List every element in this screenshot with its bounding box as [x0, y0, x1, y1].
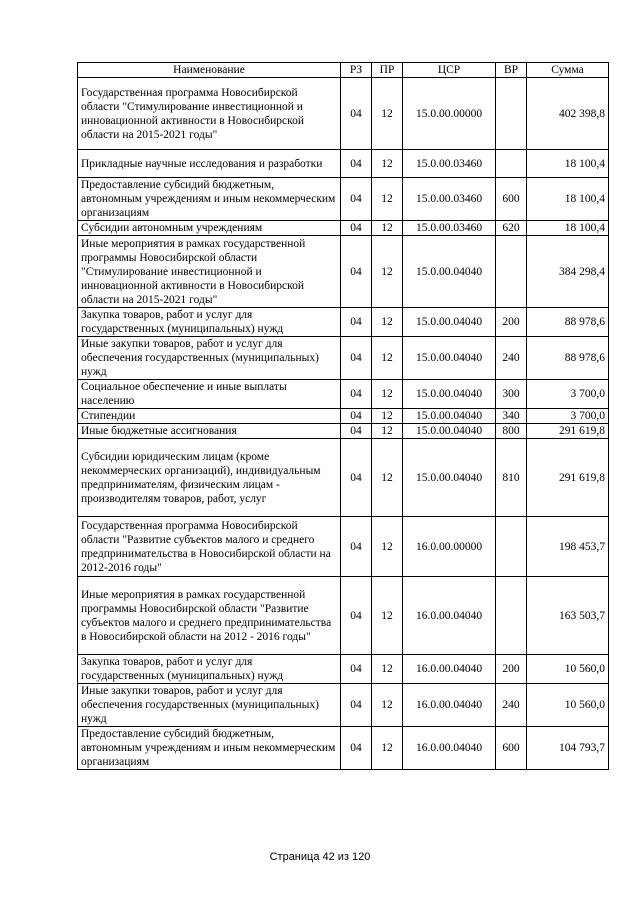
page-number: Страница 42 из 120: [269, 851, 371, 863]
cell-csr: 16.0.00.04040: [403, 727, 496, 770]
cell-vr: 240: [496, 684, 527, 727]
cell-name: Прикладные научные исследования и разработки: [78, 150, 341, 178]
cell-sum: 402 398,8: [527, 78, 609, 150]
cell-sum: 18 100,4: [527, 150, 609, 178]
cell-pr: 12: [372, 655, 403, 684]
cell-csr: 15.0.00.03460: [403, 150, 496, 178]
header-sum: Сумма: [527, 63, 609, 78]
header-rz: РЗ: [341, 63, 372, 78]
cell-csr: 16.0.00.04040: [403, 684, 496, 727]
cell-rz: 04: [341, 78, 372, 150]
header-csr: ЦСР: [403, 63, 496, 78]
table-row: [78, 655, 609, 684]
cell-pr: 12: [372, 439, 403, 517]
cell-rz: 04: [341, 221, 372, 236]
table-row: [78, 380, 609, 409]
cell-vr: [496, 150, 527, 178]
table-row: [78, 577, 609, 655]
header-vr: ВР: [496, 63, 527, 78]
cell-pr: 12: [372, 78, 403, 150]
cell-name: Социальное обеспечение и иные выплаты населению: [78, 380, 341, 409]
cell-vr: 600: [496, 178, 527, 221]
cell-vr: 600: [496, 727, 527, 770]
table-row: [78, 150, 609, 178]
cell-sum: 291 619,8: [527, 439, 609, 517]
cell-sum: 291 619,8: [527, 424, 609, 439]
cell-csr: 15.0.00.04040: [403, 308, 496, 337]
cell-pr: 12: [372, 308, 403, 337]
cell-csr: 16.0.00.04040: [403, 577, 496, 655]
cell-pr: 12: [372, 577, 403, 655]
table-row: [78, 409, 609, 424]
cell-name: Государственная программа Новосибирской области "Развитие субъектов малого и среднего предпринимательства в Новосибирской области на 2012-2016 годы": [78, 517, 341, 577]
cell-vr: 620: [496, 221, 527, 236]
cell-name: Субсидии юридическим лицам (кроме некоммерческих организаций), индивидуальным предпринимателям, физическим лицам - производителям товаров, работ, услуг: [78, 439, 341, 517]
cell-pr: 12: [372, 517, 403, 577]
cell-pr: 12: [372, 236, 403, 308]
cell-pr: 12: [372, 684, 403, 727]
cell-vr: 340: [496, 409, 527, 424]
cell-sum: 88 978,6: [527, 337, 609, 380]
cell-rz: 04: [341, 380, 372, 409]
cell-sum: 18 100,4: [527, 178, 609, 221]
cell-csr: 15.0.00.04040: [403, 380, 496, 409]
cell-rz: 04: [341, 424, 372, 439]
cell-rz: 04: [341, 439, 372, 517]
cell-sum: 104 793,7: [527, 727, 609, 770]
cell-name: Иные мероприятия в рамках государственной программы Новосибирской области "Стимулирование инвестиционной и инновационной активности в Новосибирской области на 2015-2021 годы": [78, 236, 341, 308]
table-row: [78, 178, 609, 221]
cell-pr: 12: [372, 150, 403, 178]
cell-name: Стипендии: [78, 409, 341, 424]
cell-rz: 04: [341, 727, 372, 770]
cell-csr: 15.0.00.03460: [403, 178, 496, 221]
cell-pr: 12: [372, 221, 403, 236]
cell-name: Закупка товаров, работ и услуг для государственных (муниципальных) нужд: [78, 655, 341, 684]
header-name: Наименование: [78, 63, 341, 78]
cell-pr: 12: [372, 409, 403, 424]
cell-csr: 15.0.00.04040: [403, 337, 496, 380]
cell-sum: 3 700,0: [527, 380, 609, 409]
cell-vr: [496, 577, 527, 655]
cell-rz: 04: [341, 236, 372, 308]
cell-vr: [496, 236, 527, 308]
cell-name: Предоставление субсидий бюджетным, автономным учреждениям и иным некоммерческим организациям: [78, 178, 341, 221]
cell-name: Закупка товаров, работ и услуг для государственных (муниципальных) нужд: [78, 308, 341, 337]
cell-pr: 12: [372, 380, 403, 409]
cell-sum: 10 560,0: [527, 684, 609, 727]
cell-name: Предоставление субсидий бюджетным, автономным учреждениям и иным некоммерческим организациям: [78, 727, 341, 770]
cell-csr: 15.0.00.03460: [403, 221, 496, 236]
table-row: [78, 424, 609, 439]
cell-sum: 198 453,7: [527, 517, 609, 577]
table-row: [78, 517, 609, 577]
cell-name: Иные мероприятия в рамках государственной программы Новосибирской области "Развитие субъектов малого и среднего предпринимательства в Новосибирской области на 2012 - 2016 годы": [78, 577, 341, 655]
cell-sum: 10 560,0: [527, 655, 609, 684]
table-row: [78, 78, 609, 150]
cell-csr: 15.0.00.00000: [403, 78, 496, 150]
cell-rz: 04: [341, 655, 372, 684]
cell-sum: 88 978,6: [527, 308, 609, 337]
cell-csr: 15.0.00.04040: [403, 409, 496, 424]
budget-table: [77, 62, 609, 770]
table-row: [78, 439, 609, 517]
cell-pr: 12: [372, 337, 403, 380]
cell-name: Иные закупки товаров, работ и услуг для обеспечения государственных (муниципальных) нужд: [78, 684, 341, 727]
table-row: [78, 221, 609, 236]
cell-vr: 200: [496, 655, 527, 684]
cell-rz: 04: [341, 684, 372, 727]
cell-csr: 16.0.00.00000: [403, 517, 496, 577]
header-pr: ПР: [372, 63, 403, 78]
cell-rz: 04: [341, 409, 372, 424]
cell-pr: 12: [372, 178, 403, 221]
cell-sum: 163 503,7: [527, 577, 609, 655]
cell-pr: 12: [372, 727, 403, 770]
cell-rz: 04: [341, 337, 372, 380]
table-row: [78, 684, 609, 727]
cell-name: Государственная программа Новосибирской области "Стимулирование инвестиционной и инновационной активности в Новосибирской области на 2015-2021 годы": [78, 78, 341, 150]
cell-vr: [496, 78, 527, 150]
cell-name: Иные бюджетные ассигнования: [78, 424, 341, 439]
table-row: [78, 236, 609, 308]
cell-vr: 810: [496, 439, 527, 517]
cell-rz: 04: [341, 178, 372, 221]
cell-rz: 04: [341, 577, 372, 655]
cell-vr: 240: [496, 337, 527, 380]
cell-vr: 800: [496, 424, 527, 439]
cell-csr: 15.0.00.04040: [403, 424, 496, 439]
table-row: [78, 308, 609, 337]
cell-sum: 3 700,0: [527, 409, 609, 424]
cell-rz: 04: [341, 150, 372, 178]
cell-sum: 18 100,4: [527, 221, 609, 236]
cell-rz: 04: [341, 517, 372, 577]
cell-vr: [496, 517, 527, 577]
cell-pr: 12: [372, 424, 403, 439]
cell-csr: 16.0.00.04040: [403, 655, 496, 684]
cell-name: Субсидии автономным учреждениям: [78, 221, 341, 236]
cell-vr: 300: [496, 380, 527, 409]
table-row: [78, 727, 609, 770]
cell-name: Иные закупки товаров, работ и услуг для обеспечения государственных (муниципальных) нужд: [78, 337, 341, 380]
table-row: [78, 337, 609, 380]
cell-csr: 15.0.00.04040: [403, 236, 496, 308]
cell-sum: 384 298,4: [527, 236, 609, 308]
cell-csr: 15.0.00.04040: [403, 439, 496, 517]
cell-vr: 200: [496, 308, 527, 337]
table-header-row: [78, 63, 609, 78]
cell-rz: 04: [341, 308, 372, 337]
